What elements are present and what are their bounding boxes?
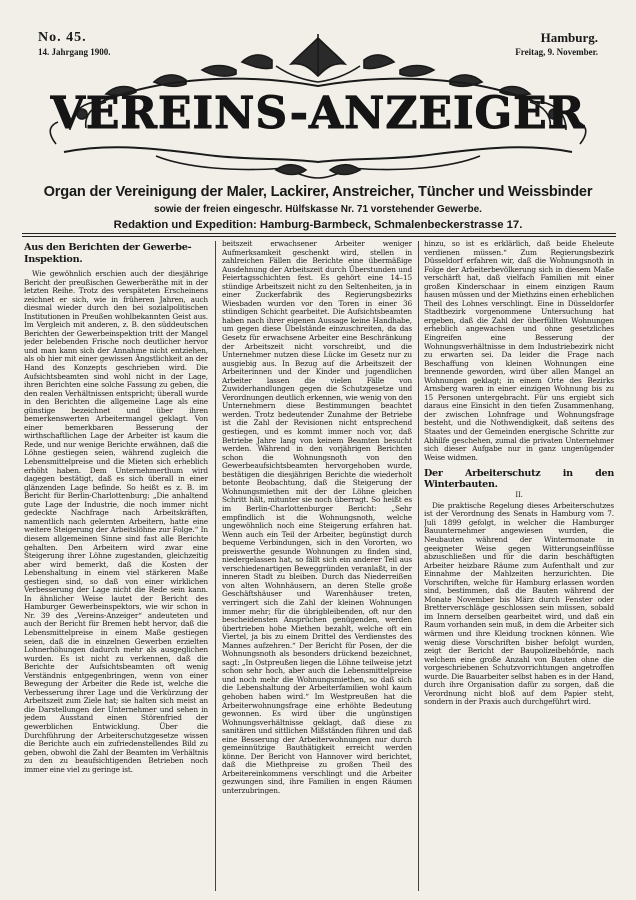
article-column-3 <box>424 240 614 890</box>
column-divider <box>418 241 419 891</box>
issue-date: Freitag, 9. November. <box>515 47 598 57</box>
issue-city: Hamburg. <box>540 30 598 45</box>
article-part-number: II. <box>515 491 523 500</box>
subtitle-line: sowie der freien eingeschr. Hülfskasse Nr. 71 vorstehender Gewerbe. <box>154 204 482 215</box>
column-divider <box>215 241 216 891</box>
article-body: Wie gewöhnlich erschien auch der diesjährige Bericht der preußischen Gewerberäthe mit in der letzten Reihe. Trotz des verspäteten Erscheinens zeichnet er sich, wie in früheren Jahren, auch diesmal wieder durch den bei sozialpolitischen Institutionen in Preußen wohlbekannten Geist aus. Im Vergleich mit anderen, z. B. den süddeutschen Berichten der Gewerbeinspektion tritt der Mangel jeder belebenden Frische noch deutlicher hervor und man kann sich der Annahme nicht entziehen, als ob hier mit einer gewissen Ängstlichkeit an der Hand des Konzepts geschrieben wird. Die Aufsichtsbeamten sind wohl nicht in der Lage, ihren Berichten eine solche Fassung zu geben, die den realen Verhältnissen entspricht; überall wurde in den Berichten die allgemeine Lage als eine günstige bezeichnet und über ihren bemerkenswerten Arbeitermangel geklagt. Von einer bemerkbaren Besserung der wirthschaftlichen Lage der Arbeiter ist kaum die Rede, und nur wenige Berichte erwähnen, daß die Löhne gestiegen seien, während zugleich die Lebensmittelpreise und die Mieten sich erheblich erhöht haben. Dem Unternehmerthum wird dagegen bestätigt, daß es sich überall in einer glänzenden Lage befinde. So heißt es z. B. im Bericht für Berlin-Charlottenburg: „Die anhaltend gute Lage der Industrie, die noch immer nicht gedeckte Nachfrage nach Arbeitskräften, namentlich nach gelernten Arbeitern, hatte eine weitere Steigerung der Arbeitslöhne zur Folge.“ In diesem allgemeinen Sinne sind fast alle Berichte gehalten. Den Arbeitern wird zwar eine Steigerung ihrer Löhne zugestanden, gleichzeitig aber wird bemerkt, daß die Kosten der Lebenshaltung in einem viel stärkeren Maße gestiegen sind, so daß von einer wirklichen Verbesserung der Lage nicht die Rede sein kann. In ähnlicher Weise lautet der Bericht des Hamburger Gewerbeinspektors, wie wir schon in Nr. 39 des „Vereins-Anzeiger“ andeuteten und auch der Bericht für Bremen hebt hervor, daß die Lebensmittelpreise in einem Maße gestiegen seien, daß die in einzelnen Gewerben erzielten Lohnerhöhungen dadurch mehr als ausgeglichen wurden. Es ist nicht zu verkennen, daß die Berichte der Aufsichtsbeamten oft wenig Verständnis entgegenbringen, wenn von einer Bewegung der Arbeiter die Rede ist, welche die Verbesserung ihrer Lage und die Verkürzung der Arbeitszeit zum Ziele hat; sie halten sich meist an die Darstellungen der Unternehmer und sehen in jedem Ausstand einen Störenfried der gewerblichen Entwicklung. Über die Durchführung der Arbeiterschutzgesetze wissen die Berichte auch ein zufriedenstellendes Bild zu geben, obwohl die Zahl der Beamten im Verhältnis zu den zu beaufsichtigenden Betrieben noch immer eine viel zu geringe ist. <box>24 269 208 774</box>
article-column-2 <box>222 240 412 890</box>
issue-volume: 14. Jahrgang 1900. <box>38 47 111 57</box>
article-heading: Aus den Berichten der Gewerbe-Inspektion. <box>24 242 192 265</box>
issue-number: No. 45. <box>38 30 87 45</box>
article-column-1 <box>24 240 208 890</box>
article-body: Die praktische Regelung dieses Arbeiterschutzes ist der Verordnung des Senats in Hamburg vom 7. Juli 1899 gefolgt, in welcher die Hamburger Bauunternehmer angewiesen wurden, die Neubauten während der Wintermonate in geeigneter Weise gegen Witterungseinflüsse abzuschließen und für die darin beschäftigten Arbeiter heizbare Räume zum Aufenthalt und zur Einnahme der Mahlzeiten herzurichten. Die Vorschriften, welche für Hamburg erlassen worden sind, bestimmen, daß die Bauten während der Monate November bis März durch Fenster oder Bretterverschläge geschlossen sein müssen, sobald im Innern derselben gearbeitet wird, und daß ein Raum vorhanden sein muß, in dem die Arbeiter sich wärmen und ihre Kleidung trocknen können. Wie wenig diese Vorschriften bisher befolgt wurden, zeigt der Bericht der Baupolizeibehörde, nach welchem eine große Anzahl von Bauten ohne die vorgeschriebenen Schutzvorrichtungen angetroffen wurde. Die Bauarbeiter selbst haben es in der Hand, durch ihre Organisation dafür zu sorgen, daß die Verordnung nicht bloß auf dem Papier steht, sondern in der Praxis auch durchgeführt wird. <box>424 500 614 707</box>
redaktion-line: Redaktion und Expedition: Hamburg-Barmbeck, Schmalenbeckerstrasse 17. <box>113 219 523 231</box>
organ-subtitle: Organ der Vereinigung der Maler, Lackirer, Anstreicher, Tüncher und Weissbinder <box>43 184 593 200</box>
header-rule <box>22 233 616 234</box>
article-heading: Der Arbeiterschutz in den Winterbauten. <box>424 468 614 491</box>
article-body: beitszeit erwachsener Arbeiter weniger Aufmerksamkeit geschenkt wird, stellen in zahlreichen Fällen die Berichte eine übermäßige Ausdehnung der Arbeitszeit durch Überstunden und Feiertagsschichten fest. Es gehört eine 14–15 stündige Arbeitszeit nicht zu den Seltenheiten, ja in einer Zuckerfabrik des Regierungsbezirks Wiesbaden wurden vor den Toren in einer 36 stündigen Schicht gearbeitet. Die Aufsichtsbeamten haben nach ihrer eigenen Aussage keine Handhabe, um gegen diese Übelstände einzuschreiten, da das Gesetz für erwachsene Arbeiter eine Beschränkung der Arbeitszeit nicht vorschreibt, und die Unternehmer nutzen diese Lücke im Gesetz nur zu ausgiebig aus. In Bezug auf die Arbeitszeit der Arbeiterinnen und der Kinder und jugendlichen Arbeiter lassen die vielen Fälle von Zuwiderhandlungen gegen die Schutzgesetze und Verordnungen deutlich erkennen, wie wenig von den Unternehmern diese Bestimmungen beachtet werden. Trotz bedeutender Zunahme der Betriebe ist die Zahl der Revisionen nicht entsprechend gestiegen, und es kommt immer noch vor, daß Betriebe Jahre lang von keinem Beamten besucht werden. Während in den vorjährigen Berichten schon die Wohnungsnoth von den Gewerbeaufsichtsbeamten hervorgehoben wurde, bestätigen die diesjährigen Berichte die wiederholt betonte Beobachtung, daß die Steigerung der Wohnungsmiethen mit der der Löhne gleichen Schritt hält, mitunter sie noch überragt. So heißt es im Berlin-Charlottenburger Bericht: „Sehr empfindlich ist die Wohnungsnoth, welche ungewöhnlich noch eine Steigerung erfahren hat. Wenn auch ein Teil der Arbeiter, begünstigt durch bequeme Verbindungen, sich in den Vororten, wo preiswerthe gesunde Wohnungen zu finden sind, niedergelassen hat, so fällt sich ein anderer Teil aus verschiedenartigen Beweggründen veranlaßt, in der inneren Stadt zu bleiben. Durch das Niederreißen von alten Wohnhäusern, an deren Stelle große Geschäftshäuser und Warenhäuser treten, verringert sich die Zahl der kleinen Wohnungen immer mehr; für die übrigbleibenden, oft nur den bescheidensten Ansprüchen genügenden, werden übertrieben hohe Miethen bezahlt, welche oft ein Viertel, ja bis zu einem Drittel des Verdienstes des Mannes aufzehren.“ Der Bericht für Posen, der die Wohnungsnoth als besonders drückend bezeichnet, sagt: „In Ostpreußen liegen die Löhne teilweise jetzt schon sehr hoch, aber auch die Lebensmittelpreise und noch mehr die Wohnungsmiethen, so daß sich die Lebenshaltung der Arbeiterfamilien wohl kaum gehoben haben wird.“ Im Westpreußen hat die Arbeiterwohnungsfrage eine erhöhte Bedeutung gewonnen. Es wird über die ungünstigen Wohnungsverhältnisse geklagt, daß diese zu sanitären und sittlichen Mißständen führen und daß eine Besserung der Arbeiterwohnungen nur durch gemeinnützige Bauthätigkeit erreicht werden könne. Der Bericht von Hannover wird berichtet, daß die Miethpreise zu großen Theil des Arbeitereinkommens verschlingt und die Arbeiter gezwungen sind, ihre Familien in engen Räumen unterzubringen. <box>222 240 412 795</box>
article-body: hinzu, so ist es erklärlich, daß beide Eheleute verdienen müssen.“ Zum Regierungsbezirk Düsseldorf erfahren wir, daß die Wohnungsnoth in Folge der Arbeiterbevölkerung sich in diesem Maße verschärft hat, daß vielfach Familien mit einer großen Kinderschaar in einem einzigen Raum hausen müssen und der Miethzins einen erheblichen Theil des Lohnes verschlingt. Eine in Düsseldorfer Stadtbezirk vorgenommene Untersuchung hat ergeben, daß die Zahl der überfüllten Wohnungen erheblich angewachsen und ohne gesetzliches Eingreifen eine Besserung der Wohnungsverhältnisse in dem Industriebezirk nicht zu erwarten sei. Da leider die Frage nach Beschaffung von kleinen Wohnungen eine brennende geworden, wird über allen Mangel an Wohnungen geklagt; in einem Orte des Bezirks Arnsberg waren in einer einzigen Wohnung bis zu 15 Personen untergebracht. Für uns ergiebt sich daraus eine Einsicht in den tiefen Zusammenhang, der zwischen Lohnfrage und Wohnungsfrage besteht, und die Nothwendigkeit, daß seitens des Staates und der Gemeinden energische Schritte zur Abhilfe geschehen, zumal die privaten Unternehmer sich dieser Aufgabe nur in ganz ungenügender Weise widmen. <box>424 240 614 462</box>
header-rule-thin <box>22 236 616 237</box>
newspaper-title: VEREINS-ANZEIGER <box>50 88 586 139</box>
